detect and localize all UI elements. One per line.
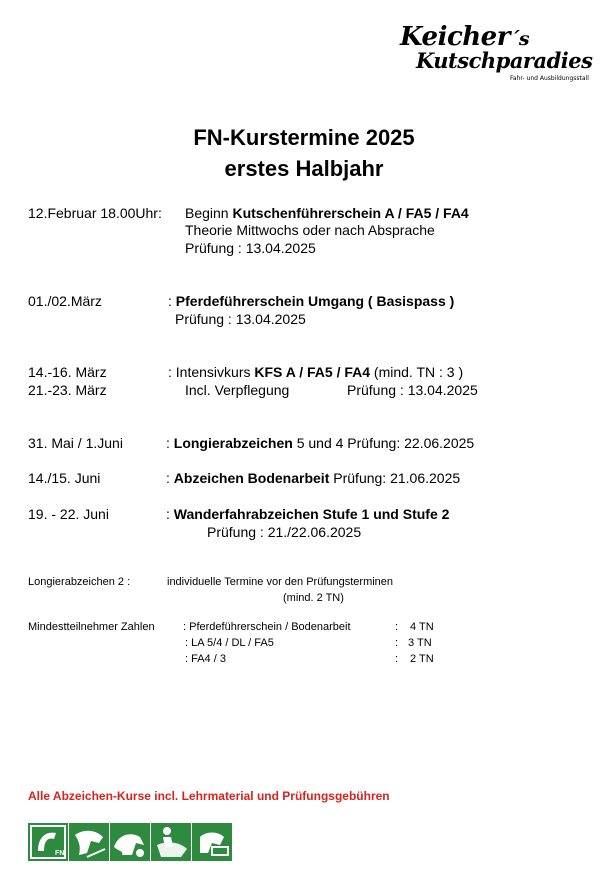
course-title: : Pferdeführerschein Umgang ( Basispass ) <box>168 293 455 309</box>
logo-wordmark: Kutschparadies <box>416 48 593 73</box>
fn-logo-icon <box>28 823 68 861</box>
horse-head-icon <box>69 823 109 861</box>
course-date: 14.-16. März <box>28 364 107 380</box>
course-title: Beginn Kutschenführerschein A / FA5 / FA4 <box>185 205 469 221</box>
min-row-course: : FA4 / 3 <box>185 653 226 665</box>
course-date: 19. - 22. Juni <box>28 506 109 522</box>
logo <box>398 22 594 88</box>
rider-icon <box>151 823 191 861</box>
min-row-colon: : <box>395 621 399 633</box>
course-exam: Prüfung : 21./22.06.2025 <box>207 524 362 540</box>
page-subtitle: erstes Halbjahr <box>224 156 384 181</box>
min-row-course: : Pferdeführerschein / Bodenarbeit <box>183 621 351 633</box>
course-exam: Prüfung : 13.04.2025 <box>185 240 316 256</box>
min-row-count: 4 TN <box>410 621 434 633</box>
footer-note: Alle Abzeichen-Kurse incl. Lehrmaterial und Prüfungsgebühren <box>28 789 390 803</box>
course-title: : Intensivkurs KFS A / FA5 / FA4 (mind. TN : 3 ) <box>168 364 464 380</box>
min-row-course: : LA 5/4 / DL / FA5 <box>185 637 274 649</box>
svg-text:FN: FN <box>55 850 65 857</box>
note-label: Longierabzeichen 2 : <box>28 576 131 588</box>
course-detail: Theorie Mittwochs oder nach Absprache <box>185 222 435 238</box>
logo-name-suffix: ´s <box>509 28 530 50</box>
logo-name: Keicher <box>400 22 510 52</box>
min-row-colon: : <box>395 637 399 649</box>
min-row-count: 2 TN <box>410 653 434 665</box>
course-date: 12.Februar 18.00Uhr: <box>28 205 162 221</box>
logo-tagline: Fahr- und Ausbildungsstall <box>510 75 589 82</box>
course-detail: Incl. Verpflegung <box>185 382 290 398</box>
carriage-horse-icon <box>192 823 232 861</box>
page-title: FN-Kurstermine 2025 <box>193 125 415 150</box>
course-title: : Wanderfahrabzeichen Stufe 1 und Stufe 2 <box>166 506 450 522</box>
course-date: 14./15. Juni <box>28 470 101 486</box>
course-date: 31. Mai / 1.Juni <box>28 435 123 451</box>
course-title: : Longierabzeichen 5 und 4 Prüfung: 22.06.2025 <box>166 435 475 451</box>
min-participants-label: Mindestteilnehmer Zahlen <box>28 621 155 633</box>
course-exam: Prüfung : 13.04.2025 <box>175 311 306 327</box>
course-title: : Abzeichen Bodenarbeit Prüfung: 21.06.2025 <box>166 470 461 486</box>
min-row-count: 3 TN <box>408 637 432 649</box>
min-row-colon: : <box>395 653 399 665</box>
horses-icon <box>110 823 150 861</box>
course-date: 21.-23. März <box>28 382 107 398</box>
note-subtext: (mind. 2 TN) <box>283 592 344 604</box>
badge-row <box>28 823 232 861</box>
course-exam: Prüfung : 13.04.2025 <box>347 382 478 398</box>
note-text: individuelle Termine vor den Prüfungsterminen <box>167 576 394 588</box>
course-date: 01./02.März <box>28 293 102 309</box>
